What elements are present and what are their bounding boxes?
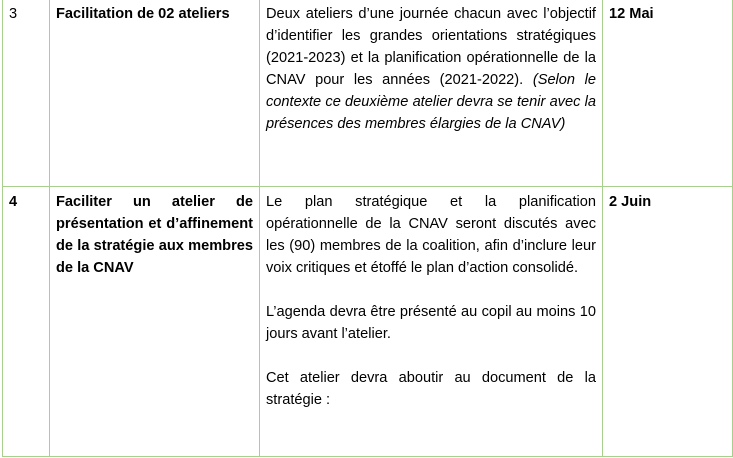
activity-title: Facilitation de 02 ateliers — [50, 0, 260, 187]
description-text: Deux ateliers d’une journée chacun avec l’objectif d’identifier les grandes orientations stratégiques (2021-2023) et la planification opérationnelle de la CNAV pour les années (2021-2022). — [266, 6, 596, 88]
description-paragraph: Le plan stratégique et la planification opérationnelle de la CNAV seront discutés avec les (90) membres de la coalition, afin d’inclure leur voix critiques et étoffé le plan d’action consolidé. — [266, 194, 596, 276]
activities-table — [2, 0, 733, 457]
activity-date: 12 Mai — [603, 0, 733, 187]
description-paragraph: L’agenda devra être présenté au copil au moins 10 jours avant l’atelier. — [266, 304, 596, 342]
activity-title: Faciliter un atelier de présentation et d’affinement de la stratégie aux membres de la CNAV — [50, 187, 260, 457]
description-note: (Selon le contexte ce deuxième atelier devra se tenir avec la présences des membres élargies de la CNAV) — [266, 72, 596, 132]
activity-description — [260, 0, 603, 187]
activity-date: 2 Juin — [603, 187, 733, 457]
activity-description — [260, 187, 603, 457]
row-number: 4 — [3, 187, 50, 457]
table-row — [3, 187, 733, 457]
row-number: 3 — [3, 0, 50, 187]
table-row — [3, 0, 733, 187]
description-paragraph: Cet atelier devra aboutir au document de la stratégie : — [266, 370, 596, 408]
